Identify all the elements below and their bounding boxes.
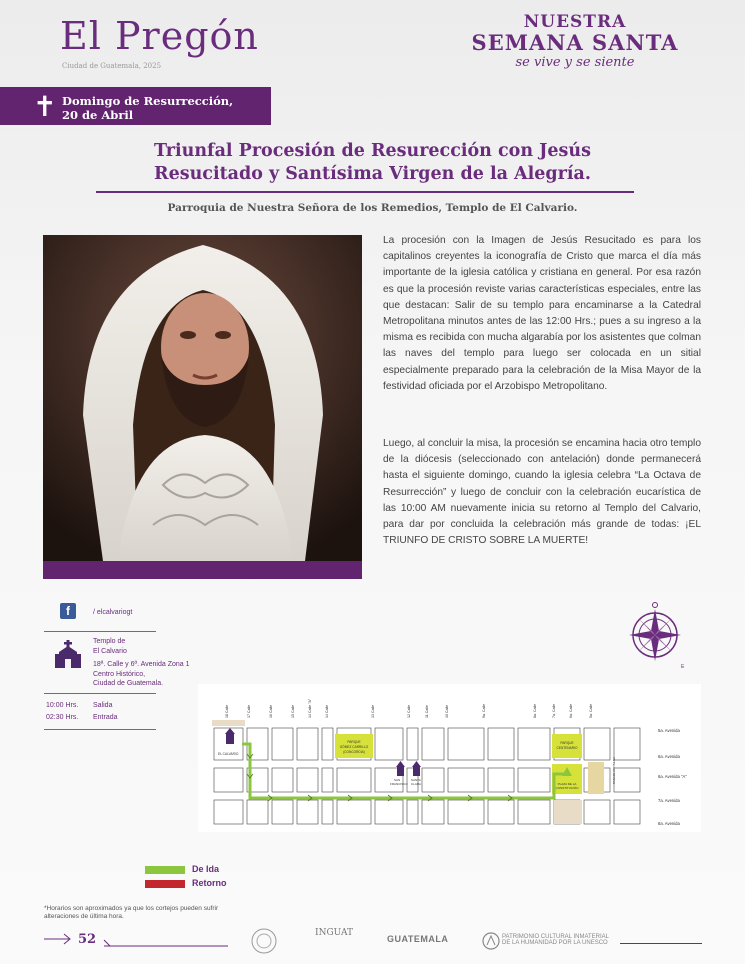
schedule-label-2: Entrada — [93, 714, 118, 721]
unesco-icon — [482, 932, 500, 955]
map-block — [518, 800, 550, 824]
map-block — [518, 728, 550, 760]
plaza-label-2: CONSTITUCIÓN — [555, 786, 579, 790]
title-line-2: Resucitado y Santísima Virgen de la Alegría. — [154, 164, 591, 184]
avenue-label: 6a. Avenida "A" — [658, 774, 687, 779]
map-block — [422, 728, 444, 760]
santa-clara-church-icon — [412, 761, 421, 776]
government-seal-icon — [250, 927, 278, 960]
address-line-2: Centro Histórico, — [93, 670, 146, 678]
map-block — [337, 768, 371, 792]
street-label: 17 Calle — [247, 704, 251, 718]
divider — [44, 631, 156, 632]
building-calvario-block — [212, 720, 245, 726]
san-francisco-label-2: FRANCISCO — [390, 782, 408, 786]
map-block — [297, 768, 318, 792]
inguat-logo — [313, 928, 355, 938]
map-block — [448, 768, 484, 792]
body-paragraph-1: La procesión con la Imagen de Jesús Resucitado es para los capitalinos creyentes la iconografía de Cristo que marca el día más importante de la iglesia católica y cristiana en general. Por esa razón es que la procesión reviste varias características especiales, entre las que destacan: Salir de su templo para encaminarse a la Catedral Metropolitana minutos antes de las 12:00 Hrs.; pues a su ingreso a la misma es recibida con mucha algarabía por los asistentes que colman las naves del templo para luego ser colocada en un sitial especialmente preparado para la celebración de la Misa Mayor de la festividad oficiada por el Arzobispo Metropolitano. — [383, 235, 701, 392]
legend-swatch-ida — [145, 866, 185, 874]
compass-rose-icon — [626, 600, 684, 675]
san-francisco-church-icon — [396, 761, 405, 776]
street-labels — [225, 698, 593, 718]
map-block — [322, 728, 333, 760]
park-centenario-label-1: PARQUE — [560, 741, 574, 745]
street-label: 6a. Calle — [569, 703, 573, 718]
page-number: 52 — [78, 932, 97, 947]
map-block — [247, 800, 268, 824]
park-gomez-carrillo-label-2: GÓMEZ CARRILLO — [339, 745, 369, 749]
temple-name — [93, 637, 127, 656]
street-label: 7a. Calle — [552, 703, 556, 718]
schedule-label-1: Salida — [93, 702, 113, 709]
street-label: 8a. Calle — [533, 703, 537, 718]
temple-line-1: Templo de — [93, 638, 126, 645]
title-line-1: Triunfal Procesión de Resurección con Jesús — [153, 141, 591, 161]
avenue-labels — [658, 728, 687, 826]
map-block — [422, 768, 444, 792]
date-line-2: 20 de Abril — [62, 108, 134, 122]
map-block — [214, 800, 243, 824]
jesus-resucitado-photo — [43, 235, 362, 561]
map-block — [422, 800, 444, 824]
map-block — [584, 800, 610, 824]
facebook-icon[interactable]: f — [60, 603, 76, 619]
street-label: 13 Calle — [371, 704, 375, 718]
map-block — [272, 768, 293, 792]
map-block — [488, 728, 514, 760]
street-label: 14 Calle — [325, 704, 329, 718]
calvario-church-icon — [225, 728, 235, 744]
map-block — [518, 768, 550, 792]
temple-address — [93, 660, 190, 689]
divider — [44, 729, 156, 730]
street-label: 18 Calle — [225, 704, 229, 718]
publication-logo: El Pregón — [60, 14, 259, 58]
street-label: 12 Calle — [407, 704, 411, 718]
map-block — [407, 728, 418, 760]
facebook-handle[interactable]: / elcalvariogt — [93, 609, 133, 616]
street-label: 5a. Calle — [589, 703, 593, 718]
map-block — [272, 800, 293, 824]
schedule-time-2: 02:30 Hrs. — [46, 714, 79, 721]
route-arrows — [247, 754, 512, 801]
street-label: 11 Calle — [425, 705, 429, 718]
street-label: 15 Calle — [291, 704, 295, 718]
map-block — [488, 800, 514, 824]
map-block — [375, 728, 403, 760]
park-gomez-carrillo-label-1: PARQUE — [347, 740, 361, 744]
park-centenario-label-2: CENTENARIO — [556, 746, 578, 750]
address-line-1: 18ª. Calle y 6ª. Avenida Zona 1 — [93, 661, 190, 668]
route-map — [198, 684, 701, 832]
avenue-label: 7a. Avenida — [658, 798, 680, 803]
map-block — [297, 800, 318, 824]
map-block — [322, 768, 333, 792]
map-block — [337, 800, 371, 824]
date-line-1: Domingo de Resurrección, — [62, 94, 234, 108]
schedule-time-1: 10:00 Hrs. — [46, 702, 79, 709]
map-block — [488, 768, 514, 792]
footer-divider — [620, 943, 702, 944]
park-gomez-carrillo-label-3: (CONCORDIA) — [343, 750, 365, 754]
series-title: SEMANA SANTA — [471, 30, 679, 55]
building-catedral — [554, 800, 582, 824]
map-block — [407, 800, 418, 824]
map-block — [375, 800, 403, 824]
unesco-text — [502, 934, 612, 946]
cross-icon: ✝ — [33, 91, 57, 122]
san-francisco-label-1: SAN — [394, 778, 401, 782]
photo-caption-band — [43, 561, 362, 579]
unesco-line-2: DE LA HUMANIDAD POR LA UNESCO — [502, 940, 608, 946]
unesco-line-1: PATRIMONIO CULTURAL INMATERIAL — [502, 934, 610, 940]
series-title-top: NUESTRA — [523, 12, 627, 32]
svg-text:E: E — [681, 664, 685, 670]
church-icon — [55, 640, 81, 673]
article-title — [120, 140, 625, 186]
map-block — [214, 768, 243, 792]
street-label: 14 Calle "A" — [308, 698, 312, 718]
legend-label-ida: De Ida — [192, 864, 220, 874]
santa-clara-label-1: SANTA — [411, 778, 421, 782]
avenue-label: 6a. Avenida — [658, 754, 680, 759]
page-arrow-right-icon — [104, 936, 229, 957]
map-block — [614, 768, 640, 792]
map-block — [297, 728, 318, 760]
map-block — [448, 728, 484, 760]
santa-clara-label-2: CLARA — [411, 782, 422, 786]
guatemala-logo: GUATEMALA — [387, 934, 449, 944]
map-block — [614, 800, 640, 824]
map-block — [584, 728, 610, 760]
map-block — [272, 728, 293, 760]
side-street-label: PASAJE AYCINENA — [612, 756, 616, 784]
legend-label-retorno: Retorno — [192, 878, 227, 888]
address-line-3: Ciudad de Guatemala. — [93, 680, 164, 687]
body-paragraph-2: Luego, al concluir la misa, la procesión se encamina hacia otro templo de la diócesis (seleccionado con antelación) donde permanecerá hasta el siguiente domingo, cuando la iglesia celebra “La Octava de Resurrección” y luego de concluir con la celebración eucarística de las 10:00 AM nuevamente inicia su retorno al Templo del Calvario, para dar por concluida la celebración más grande de todas: ¡EL TRIUNFO DE CRISTO SOBRE LA MUERTE! — [383, 438, 701, 547]
map-block — [614, 728, 640, 760]
street-label: 10 Calle — [445, 704, 449, 718]
avenue-label: 5a. Avenida — [658, 728, 680, 733]
page-arrow-left-icon — [44, 932, 74, 951]
map-block — [448, 800, 484, 824]
publication-subtitle: Ciudad de Guatemala, 2025 — [62, 62, 162, 70]
map-block — [322, 800, 333, 824]
title-divider — [96, 191, 634, 193]
avenue-label: 8a. Avenida — [658, 821, 680, 826]
street-label: 9a. Calle — [482, 703, 486, 718]
street-label: 16 Calle — [269, 704, 273, 718]
series-tagline: se vive y se siente — [515, 55, 635, 70]
building-palacio — [588, 762, 604, 794]
schedule-footnote: *Horarios son aproximados ya que los cortejos pueden sufrir alteraciones de última hora. — [44, 905, 219, 920]
legend-swatch-retorno — [145, 880, 185, 888]
plaza-label-1: PLAZA DE LA — [557, 782, 577, 786]
inguat-logo-text: INGUAT — [315, 928, 353, 938]
temple-line-2: El Calvario — [93, 647, 127, 655]
parish-name: Parroquia de Nuestra Señora de los Remedios, Templo de El Calvario. — [167, 202, 578, 214]
calvario-label: EL CALVARIO — [218, 752, 239, 756]
divider — [44, 693, 156, 694]
